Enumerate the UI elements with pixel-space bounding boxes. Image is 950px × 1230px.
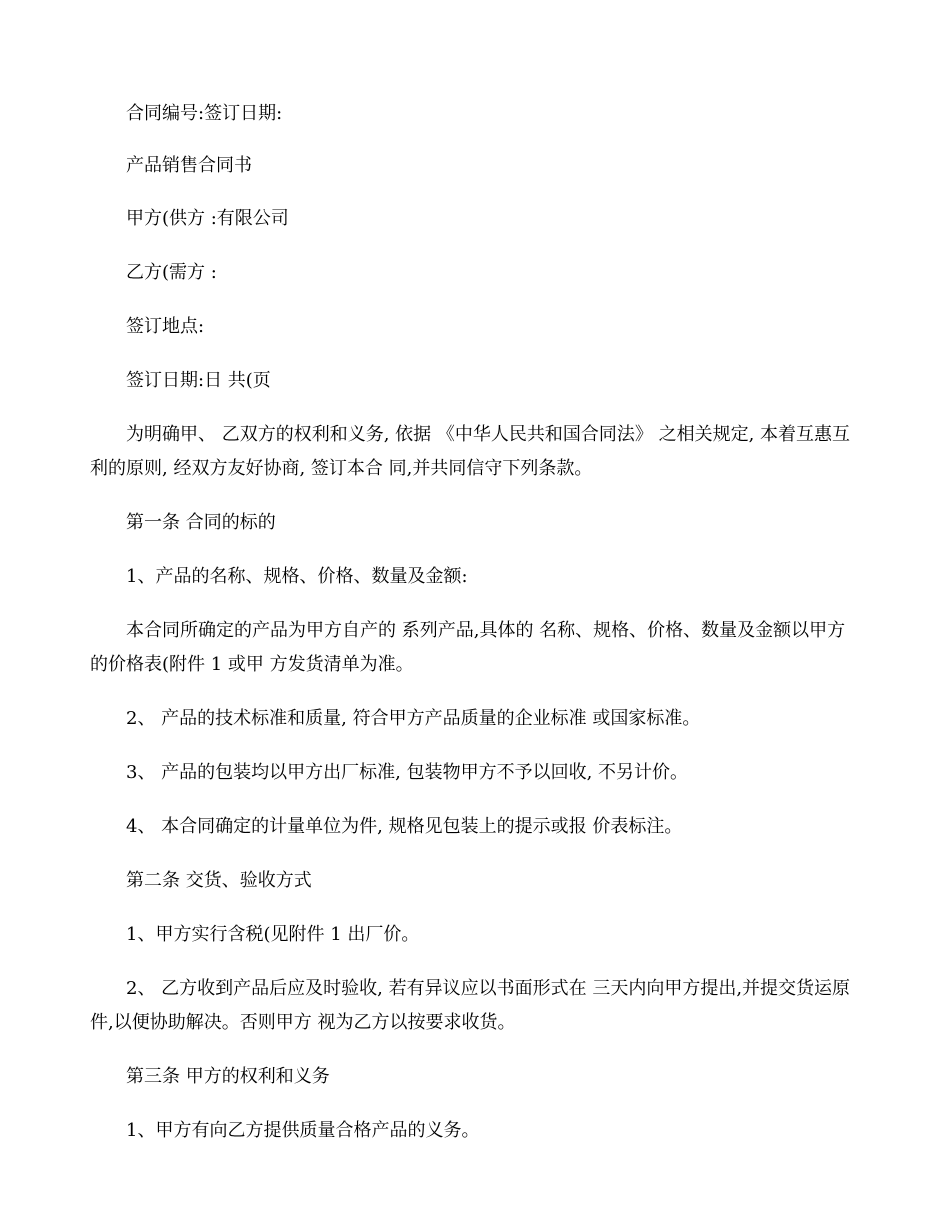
article-1-item-1-detail: 本合同所确定的产品为甲方自产的 系列产品,具体的 名称、规格、价格、数量及金额以甲方的价格表(附件 1 或甲 方发货清单为准。: [90, 620, 846, 675]
contract-number-line: 合同编号:签订日期:: [126, 103, 283, 124]
signing-date-line: 签订日期:日 共(页: [126, 370, 271, 391]
article-2-item-2: 2、 乙方收到产品后应及时验收, 若有异议应以书面形式在 三天内向甲方提出,并提交货运原件,以便协助解决。否则甲方 视为乙方以按要求收货。: [90, 978, 851, 1033]
article-1-item-1: 1、产品的名称、规格、价格、数量及金额:: [126, 566, 468, 587]
preamble-paragraph: 为明确甲、 乙双方的权利和义务, 依据 《中华人民共和国合同法》 之相关规定, 本着互惠互利的原则, 经双方友好协商, 签订本合 同,并共同信守下列条款。: [90, 424, 851, 479]
party-a-line: 甲方(供方 :有限公司: [126, 208, 289, 229]
article-1-heading: 第一条 合同的标的: [126, 512, 276, 533]
article-3-heading: 第三条 甲方的权利和义务: [126, 1066, 330, 1087]
article-2-heading: 第二条 交货、验收方式: [126, 870, 312, 891]
party-b-line: 乙方(需方 :: [126, 262, 217, 283]
signing-place-line: 签订地点:: [126, 316, 205, 337]
article-1-item-3: 3、 产品的包装均以甲方出厂标准, 包装物甲方不予以回收, 不另计价。: [126, 762, 689, 783]
document-title: 产品销售合同书: [126, 155, 252, 176]
article-1-item-4: 4、 本合同确定的计量单位为件, 规格见包装上的提示或报 价表标注。: [126, 816, 683, 837]
article-2-item-1: 1、甲方实行含税(见附件 1 出厂价。: [126, 924, 420, 945]
article-3-item-1: 1、甲方有向乙方提供质量合格产品的义务。: [126, 1120, 480, 1141]
article-1-item-2: 2、 产品的技术标准和质量, 符合甲方产品质量的企业标准 或国家标准。: [126, 708, 701, 729]
